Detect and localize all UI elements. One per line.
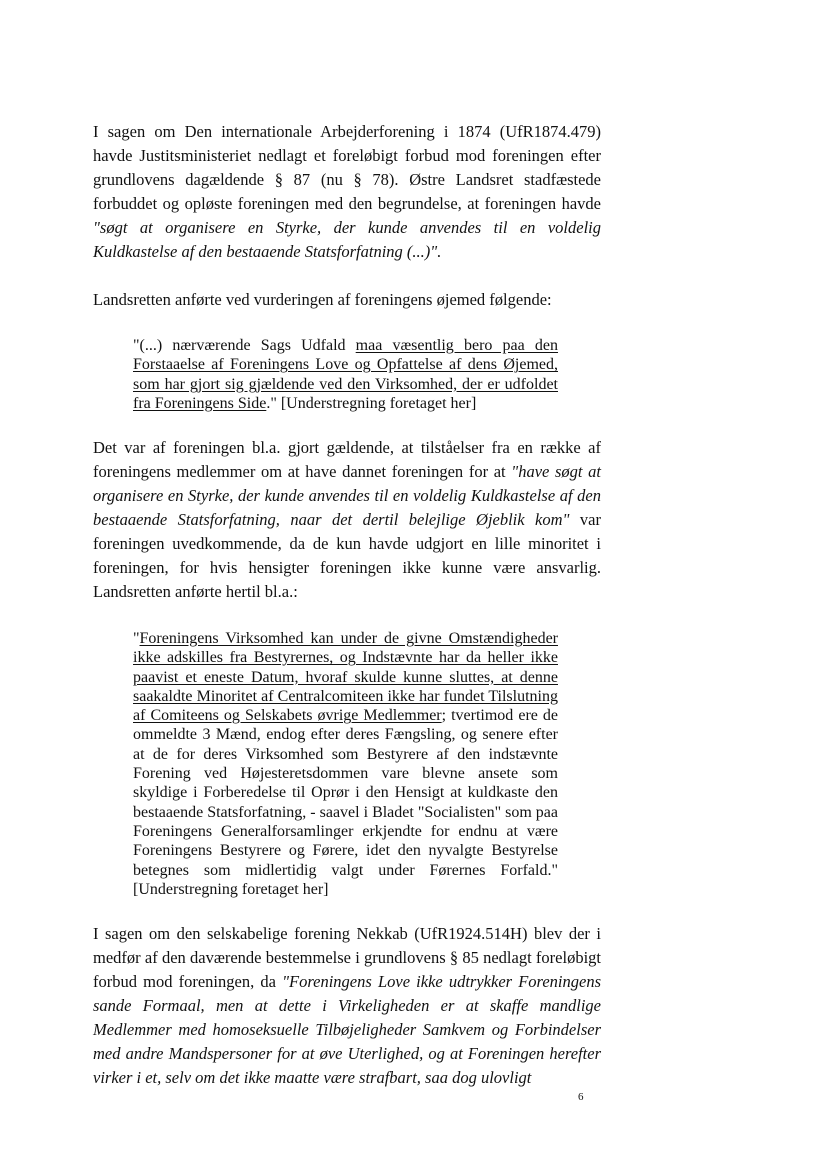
paragraph-4-quotation: "Foreningens Love ikke udtrykker Foreningens sande Formaal, men at dette i Virkeligheden er at skaffe mandlige Medlemmer med homoseksuelle Tilbøjeligheder Samkvem og Forbindelser med andre Mandspersoner for at øve Uterlighed, og at Foreningen herefter virker i et, selv om det ikke maatte være strafbart, saa dog ulovligt	[93, 972, 602, 1087]
quote-2-underlined: Foreningens Virksomhed kan under de givne Omstændigheder ikke adskilles fra Bestyrernes, og Indstævnte har da heller ikke paavist et eneste Datum, hvoraf skulde kunne sluttes, at denne saakaldte Minoritet af Centralcomiteen ikke har fundet Tilslutning af Comiteens og Selskabets øvrige Medlemmer	[133, 630, 558, 725]
paragraph-3-text: Det var af foreningen bl.a. gjort gældende, at tilståelser fra en række af foreningens medlemmer om at have dannet foreningen for at	[93, 438, 601, 481]
paragraph-3-quotation: "have søgt at organisere en Styrke, der kunde anvendes til en voldelig Kuldkastelse af den bestaaende Statsforfatning, naar det dertil belejlige Øjeblik kom"	[93, 462, 601, 529]
paragraph-3	[93, 436, 601, 604]
quote-2-lead: "	[133, 630, 140, 647]
paragraph-2: Landsretten anførte ved vurderingen af foreningens øjemed følgende:	[93, 290, 552, 309]
paragraph-1-quotation: "søgt at organisere en Styrke, der kunde anvendes til en voldelig Kuldkastelse af den bestaaende Statsforfatning (...)".	[93, 218, 601, 261]
block-quote-1	[133, 336, 558, 413]
quote-1-lead: "(...) nærværende Sags Udfald	[133, 337, 356, 354]
paragraph-4-text: I sagen om den selskabelige forening Nekkab (UfR1924.514H) blev der i medfør af den daværende bestemmelse i grundlovens § 85 nedlagt foreløbigt forbud mod foreningen, da	[93, 924, 601, 991]
page-number: 6	[578, 1091, 584, 1103]
block-quote-2	[133, 629, 558, 899]
quote-2-tail: ; tvertimod ere de ommeldte 3 Mænd, endog efter deres Fængsling, og senere efter at de for deres Virksomhed som Bestyrere af den indstævnte Forening ved Højesteretsdommen vare blevne ansete som skyldige i Forberedelse til Oprør i den Hensigt at kuldkaste den bestaaende Statsforfatning, - saavel i Bladet "Socialisten" som paa Foreningens Generalforsamlinger erkjendte for endnu at være Foreningens Bestyrere og Førere, idet den nyvalgte Bestyrelse betegnes som midlertidig valgt under Førernes Forfald." [Understregning foretaget her]	[133, 707, 558, 898]
paragraph-4	[93, 922, 601, 1090]
quote-1-tail: ." [Understregning foretaget her]	[266, 394, 477, 412]
paragraph-1	[93, 120, 601, 264]
quote-1-underlined: maa væsentlig bero paa den Forstaaelse af Foreningens Love og Opfattelse af dens Øjemed, som har gjort sig gjældende ved den Virksomhed, der er udfoldet fra Foreningens Side	[133, 337, 559, 412]
paragraph-3-tail: var foreningen uvedkommende, da de kun havde udgjort en lille minoritet i foreningen, for hvis hensigter foreningen ikke kunne være ansvarlig. Landsretten anførte hertil bl.a.:	[93, 510, 601, 601]
paragraph-1-text: I sagen om Den internationale Arbejderforening i 1874 (UfR1874.479) havde Justitsministeriet nedlagt et foreløbigt forbud mod foreningen efter grundlovens dagældende § 87 (nu § 78). Østre Landsret stadfæstede forbuddet og opløste foreningen med den begrundelse, at foreningen havde	[93, 122, 601, 213]
